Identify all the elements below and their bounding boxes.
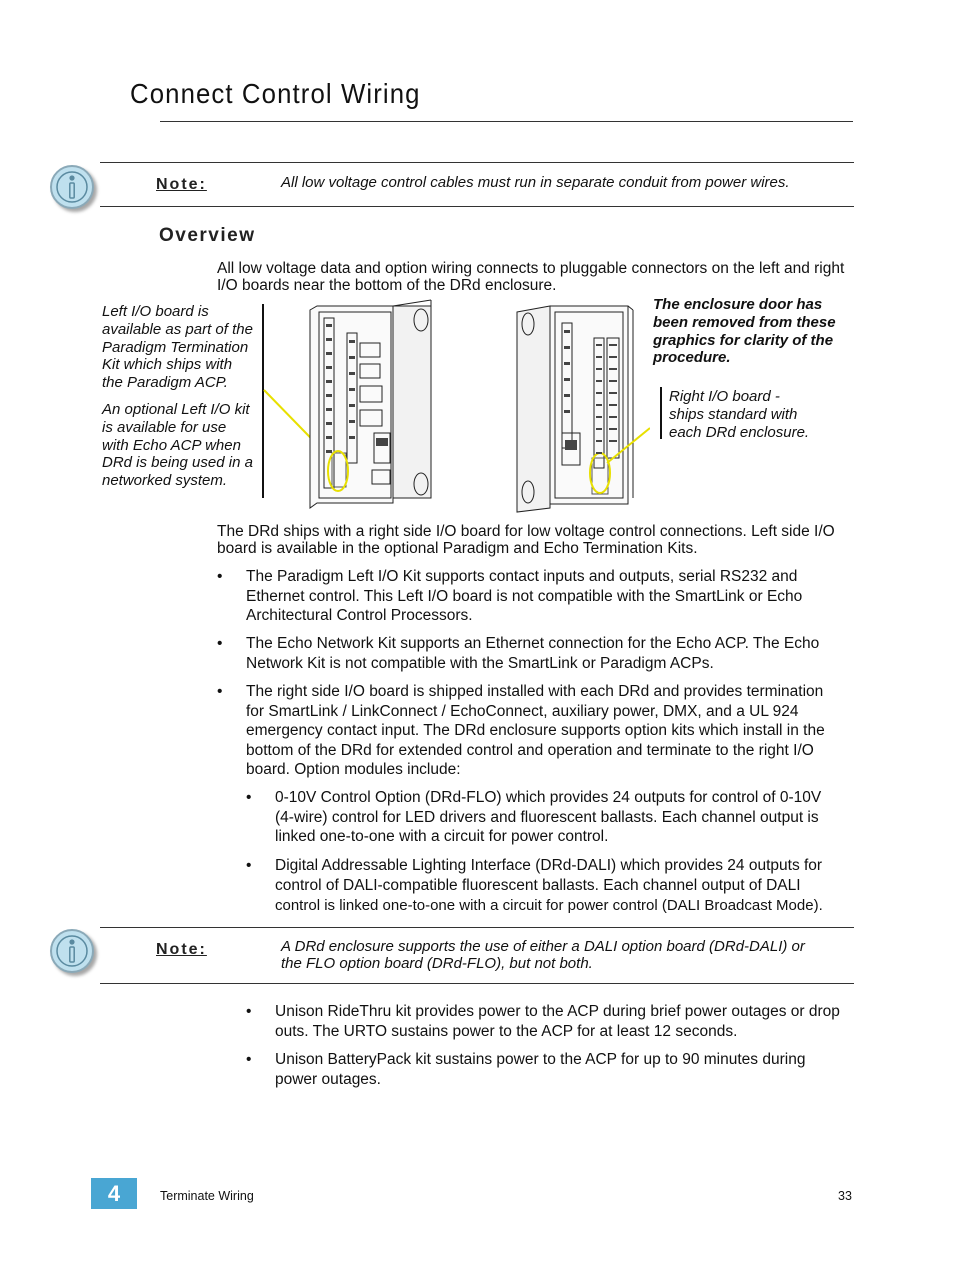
list-item-line: linked one-to-one with a circuit for power control. <box>275 828 609 845</box>
right-io-caption <box>669 388 849 441</box>
optional-left-io-caption <box>102 401 264 490</box>
info-icon <box>50 165 94 209</box>
info-icon <box>50 929 94 973</box>
caption-line: Left I/O board is <box>102 303 209 320</box>
enclosure-illustration <box>262 298 650 516</box>
list-item-line: for SmartLink / LinkConnect / EchoConnect, auxiliary power, DMX, and a UL 924 <box>246 702 799 720</box>
note1-label: Note: <box>156 176 207 193</box>
list-item-line: Network Kit is not compatible with the SmartLink or Paradigm ACPs. <box>246 654 714 672</box>
list-item-line: power outages. <box>275 1070 381 1088</box>
list-item-line: control of DALI-compatible fluorescent ballasts. Each channel output of DALI <box>275 876 801 894</box>
list-item-line: emergency contact input. The DRd enclosure supports option kits which install in the <box>246 722 825 739</box>
list-item-line: Digital Addressable Lighting Interface (DRd-DALI) which provides 24 outputs for <box>275 857 823 874</box>
note2-line2: the FLO option board (DRd-FLO), but not both. <box>281 955 593 972</box>
title-rule <box>160 121 853 122</box>
list-item-line: Ethernet control. This Left I/O board is not compatible with the SmartLink or Echo <box>246 587 803 605</box>
caption-line: Kit which ships with <box>102 356 233 374</box>
caption-line: the Paradigm ACP. <box>102 374 228 392</box>
bullet-glyph: • <box>246 1003 252 1020</box>
list-item-line: Unison RideThru kit provides power to the ACP during brief power outages or drop <box>275 1003 840 1020</box>
caption-line: procedure. <box>653 349 731 367</box>
list-item-line: board. Option modules include: <box>246 761 461 778</box>
note1-top-rule <box>100 162 854 163</box>
caption-line: The enclosure door has <box>653 296 823 313</box>
list-item-line: The Paradigm Left I/O Kit supports contact inputs and outputs, serial RS232 and <box>246 568 798 585</box>
sub-list-item <box>246 1002 856 1041</box>
note2-line1: A DRd enclosure supports the use of either a DALI option board (DRd-DALI) or <box>281 938 805 955</box>
page-number: 33 <box>838 1189 852 1203</box>
caption-line: graphics for clarity of the <box>653 331 834 349</box>
list-item <box>217 682 857 780</box>
list-item-line: control is linked one-to-one with a circuit for power control (DALI Broadcast Mode). <box>275 897 823 914</box>
caption-line: with Echo ACP when <box>102 436 241 454</box>
note1-bottom-rule <box>100 206 854 207</box>
note2-bottom-rule <box>100 983 854 984</box>
caption-line: is available for use <box>102 418 227 436</box>
ships-para-line1: The DRd ships with a right side I/O board for low voltage control connections. Left side I/O <box>217 523 835 540</box>
list-item-line: The right side I/O board is shipped installed with each DRd and provides termination <box>246 683 824 700</box>
bullet-glyph: • <box>246 857 252 874</box>
sub-list-item <box>246 856 856 916</box>
overview-heading: Overview <box>159 225 256 246</box>
right-caption-bracket <box>660 387 662 439</box>
list-item <box>217 567 857 626</box>
note1-text: All low voltage control cables must run in separate conduit from power wires. <box>281 174 790 191</box>
note2-label: Note: <box>156 941 207 958</box>
caption-line: ships standard with <box>669 405 798 423</box>
bullet-glyph: • <box>217 568 223 585</box>
sub-list-item <box>246 788 856 847</box>
bullet-glyph: • <box>217 683 223 700</box>
overview-intro-line2: I/O boards near the bottom of the DRd enclosure. <box>217 277 557 294</box>
list-item-line: Architectural Control Processors. <box>246 607 473 624</box>
caption-line: DRd is being used in a <box>102 454 253 472</box>
list-item <box>217 634 857 673</box>
chapter-number-badge: 4 <box>91 1178 137 1209</box>
bullet-glyph: • <box>217 635 223 652</box>
list-item-line: The Echo Network Kit supports an Ethernet connection for the Echo ACP. The Echo <box>246 635 820 652</box>
list-item-line: outs. The URTO sustains power to the ACP for at least 12 seconds. <box>275 1022 738 1040</box>
left-io-caption <box>102 303 264 392</box>
caption-line: each DRd enclosure. <box>669 423 810 441</box>
list-item-line: 0-10V Control Option (DRd-FLO) which provides 24 outputs for control of 0-10V <box>275 789 822 806</box>
list-item-line: (4-wire) control for LED drivers and fluorescent ballasts. Each channel output is <box>275 808 819 826</box>
list-item-line: bottom of the DRd for extended control and operation and terminate to the right I/O <box>246 741 814 759</box>
sub-list-item <box>246 1050 856 1089</box>
caption-line: Right I/O board - <box>669 388 780 405</box>
bullet-glyph: • <box>246 1051 252 1068</box>
page-title: Connect Control Wiring <box>130 78 421 109</box>
footer-section-title: Terminate Wiring <box>160 1189 254 1203</box>
bullet-glyph: • <box>246 789 252 806</box>
door-removed-note <box>653 296 853 367</box>
caption-line: networked system. <box>102 472 228 490</box>
caption-line: been removed from these <box>653 313 836 331</box>
caption-line: available as part of the <box>102 320 253 338</box>
overview-intro-line1: All low voltage data and option wiring connects to pluggable connectors on the left and right <box>217 260 845 277</box>
ships-para-line2: board is available in the optional Paradigm and Echo Termination Kits. <box>217 540 698 557</box>
note2-top-rule <box>100 927 854 928</box>
caption-line: Paradigm Termination <box>102 338 249 356</box>
list-item-line: Unison BatteryPack kit sustains power to the ACP for up to 90 minutes during <box>275 1051 806 1068</box>
caption-line: An optional Left I/O kit <box>102 401 250 418</box>
